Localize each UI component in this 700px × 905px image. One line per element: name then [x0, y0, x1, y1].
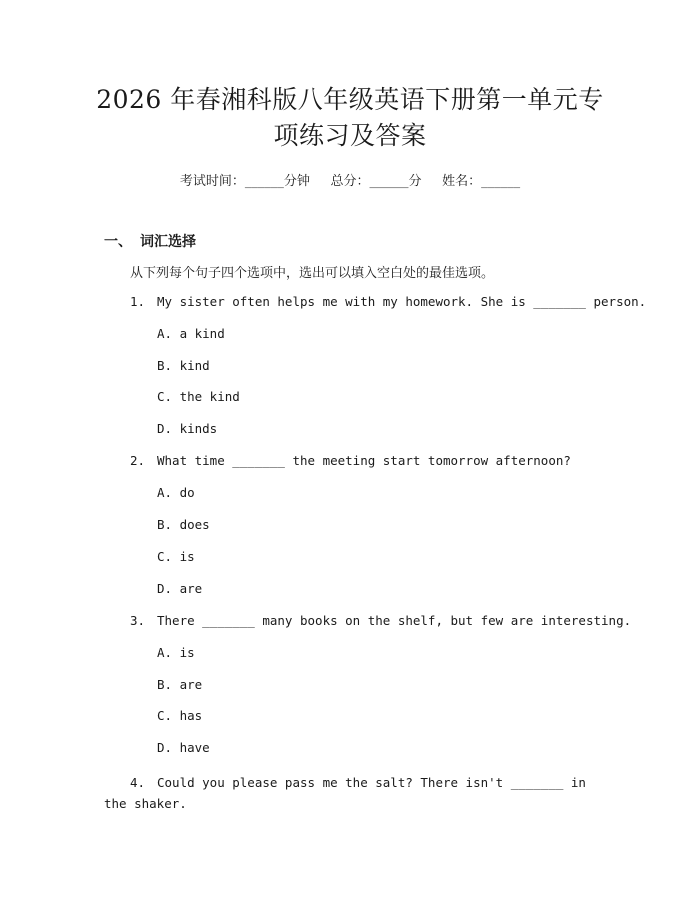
question-4 — [104, 772, 604, 814]
exam-info: 考试时间：______分钟 总分：______分 姓名：______ — [179, 174, 521, 189]
option-2c: C. is — [157, 549, 195, 564]
section-number: 一、 — [104, 234, 132, 250]
section-heading — [104, 231, 196, 251]
option-1b: B. kind — [157, 358, 210, 373]
question-number: 3. — [130, 613, 146, 628]
document-title-line1: 2026 年春湘科版八年级英语下册第一单元专 — [96, 85, 604, 114]
section-title: 词汇选择 — [140, 234, 196, 250]
option-3d: D. have — [157, 740, 210, 755]
question-number: 2. — [130, 453, 146, 468]
question-text: What time _______ the meeting start tomorrow afternoon? — [157, 453, 571, 468]
option-1d: D. kinds — [157, 421, 218, 436]
question-text: There _______ many books on the shelf, but few are interesting. — [157, 613, 632, 628]
question-text: My sister often helps me with my homework. She is _______ person. — [157, 294, 647, 309]
option-3a: A. is — [157, 645, 195, 660]
option-1c: C. the kind — [157, 389, 240, 404]
option-2b: B. does — [157, 517, 210, 532]
option-3b: B. are — [157, 677, 203, 692]
question-number: 1. — [130, 294, 146, 309]
question-1 — [130, 294, 646, 309]
option-3c: C. has — [157, 708, 203, 723]
document-title-line2: 项练习及答案 — [273, 121, 427, 150]
option-2a: A. do — [157, 485, 195, 500]
section-instruction: 从下列每个句子四个选项中，选出可以填入空白处的最佳选项。 — [130, 266, 495, 281]
option-2d: D. are — [157, 581, 203, 596]
question-text: Could you please pass me the salt? There isn't _______ in the shaker. — [104, 775, 586, 811]
question-2 — [130, 453, 571, 468]
question-number: 4. — [130, 775, 146, 790]
question-3 — [130, 613, 631, 628]
option-1a: A. a kind — [157, 326, 225, 341]
